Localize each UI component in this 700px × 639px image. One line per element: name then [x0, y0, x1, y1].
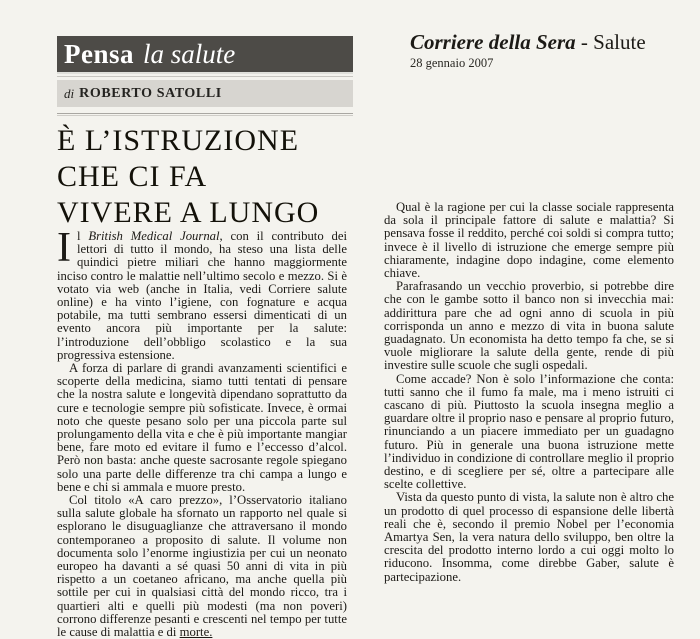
article-paragraph — [384, 201, 674, 280]
section-name: - Salute — [575, 30, 646, 54]
text-run: Qual è la ragione per cui la classe sociale rappresenta da sola il principale fattore di salute e malattia? Si pensava fosse il reddito, perché coi soldi si compra tutto; invece è il livello di istruzione che emerge sempre più chiaramente, indagine dopo indagine, come elemento chiave. — [384, 200, 674, 281]
text-run: Come accade? Non è solo l’informazione che conta: tutti sanno che il fumo fa male, ma i meno istruiti ci cascano di più. Piuttosto la scuola insegna meglio a guardare oltre il proprio naso e pensare al proprio futuro, rinunciando a un piacere immediato per un guadagno futuro. Più in generale una buona istruzione mette l’individuo in condizione di controllare meglio il proprio destino, e di scegliere per sé, oltre a partecipare alle scelte collettive. — [384, 371, 674, 492]
banner-underline — [57, 76, 353, 77]
article-column-right — [384, 200, 674, 584]
headline-line-2: CHE CI FA — [57, 160, 208, 193]
text-run: l — [77, 229, 89, 243]
article-paragraph — [57, 494, 347, 639]
article-paragraph — [57, 362, 347, 494]
byline — [57, 80, 353, 107]
masthead-title — [410, 30, 646, 54]
byline-author: ROBERTO SATOLLI — [79, 85, 222, 101]
text-run: morte. — [179, 625, 213, 639]
article-paragraph — [384, 491, 674, 583]
newspaper-name: Corriere della Sera — [410, 30, 576, 54]
text-run: Vista da questo punto di vista, la salute non è altro che un prodotto di quel processo di espansione delle libertà reali che è, secondo il premio Nobel per l’economia Amartya Sen, la vera natura dello sviluppo, ben oltre la crescita del prodotto interno lordo a cui oggi molto lo riducono. Insomma, come direbbe Gaber, salute è partecipazione. — [384, 490, 674, 584]
masthead — [410, 30, 646, 71]
issue-date: 28 gennaio 2007 — [410, 56, 494, 70]
divider-rule — [57, 113, 353, 116]
article-column-left — [57, 225, 347, 639]
text-run: Col titolo «A caro prezzo», l’Osservatorio italiano sulla salute globale ha sfornato un rapporto nel quale si esplorano le disuguaglianze che attraversano il mondo contemporaneo a proposito di salute. Il volume non documenta solo l’enorme ingiustizia per cui un neonato europeo ha davanti a sé quasi 50 anni di vita in più rispetto a un coetaneo africano, ma anche quella più sottile per cui in qualsiasi città del mondo ricco, tra i quartieri alti e quelli più modesti (ma non poveri) corrono differenze pesanti e crescenti nel tempo per tutte le cause di malattia e di — [57, 493, 347, 639]
article-paragraph — [384, 373, 674, 492]
column-title-bold: Pensa — [64, 38, 134, 69]
article-paragraph — [384, 280, 674, 372]
headline — [57, 123, 357, 231]
text-run: Parafrasando un vecchio proverbio, si potrebbe dire che con le gambe sotto il banco non si invecchia mai: addirittura pare che ad ogni anno di scuola in più corrisponda un anno e mezzo di vita in buona salute guadagnato. Un economista ha detto tempo fa che, se si vuole migliorare la salute della gente, rende di più investire sulle scuole che sugli ospedali. — [384, 279, 674, 373]
headline-line-3: VIVERE A LUNGO — [57, 196, 320, 229]
column-banner — [57, 36, 353, 72]
text-run: , con il contributo dei lettori di tutto il mondo, ha steso una lista delle quindici pietre miliari che hanno maggiormente inciso contro le malattie nell’ultimo secolo e mezzo. Si è votato via web (anche in Italia, vedi Corriere salute online) e ha vinto l’igiene, con fognature e acqua potabile, ma tutti sembrano essersi dimenticati di un evento ancora più importante per la salute: l’introduzione dell’obbligo scolastico e la sua progressiva estensione. — [57, 229, 347, 362]
article-paragraph — [57, 225, 347, 362]
byline-prefix: di — [64, 85, 75, 101]
text-run: A forza di parlare di grandi avanzamenti scientifici e scoperte della medicina, siamo tutti tentati di pensare che la nostra salute e longevità dipendano soprattutto da cure e tecnologie sempre più sofisticate. Invece, è ormai noto che queste pesano solo per una piccola parte sul prolungamento della vita e che è più importante mangiar bene, fare moto ed evitare il fumo e l’eccesso d’alcol. Però non basta: anche queste sacrosante regole spiegano solo una parte delle differenze tra chi campa a lungo e bene e chi si ammala e muore presto. — [57, 361, 347, 494]
text-run: British Medical Journal — [88, 229, 220, 243]
drop-cap: I — [57, 225, 71, 271]
column-title-italic: la salute — [143, 38, 236, 69]
headline-line-1: È L’ISTRUZIONE — [57, 124, 300, 157]
